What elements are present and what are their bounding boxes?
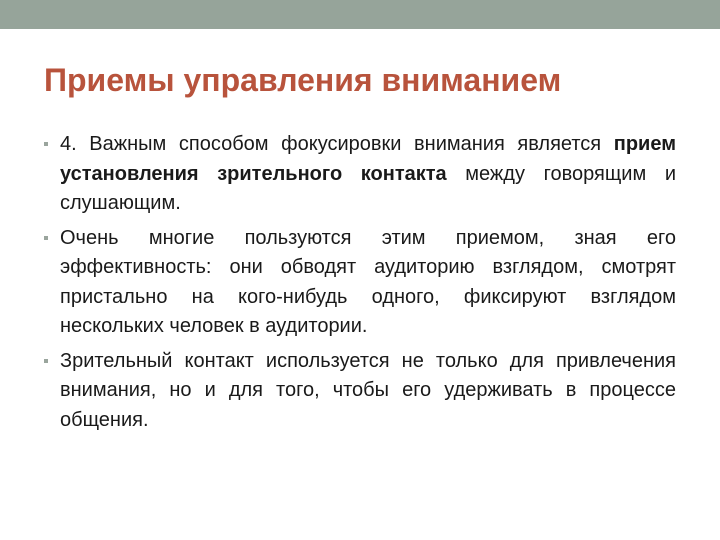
bullet-item-2 (44, 224, 676, 342)
bullet-1-bold-text: прием установления зрительного контакта (60, 133, 676, 185)
bullet-item-1 (44, 130, 676, 219)
bullet-item-3 (44, 347, 676, 436)
slide-title: Приемы управления вниманием (44, 62, 562, 98)
bullet-marker-icon (44, 359, 48, 363)
top-decorative-bar (0, 0, 720, 29)
bullet-list (44, 130, 676, 440)
bullet-1-text-end: между говорящим и слушающим. (60, 162, 676, 214)
bullet-2-text: Очень многие пользуются этим приемом, зная его эффективность: они обводят аудиторию взглядом, смотрят пристально на кого-нибудь одного, фиксируют взглядом нескольких человек в аудитории. (60, 226, 676, 337)
bullet-marker-icon (44, 236, 48, 240)
bullet-marker-icon (44, 142, 48, 146)
bullet-1-text-start: 4. Важным способом фокусировки внимания является (60, 133, 614, 155)
bullet-3-text: Зрительный контакт используется не только для привлечения внимания, но и для того, чтобы его удерживать в процессе общения. (60, 349, 676, 431)
